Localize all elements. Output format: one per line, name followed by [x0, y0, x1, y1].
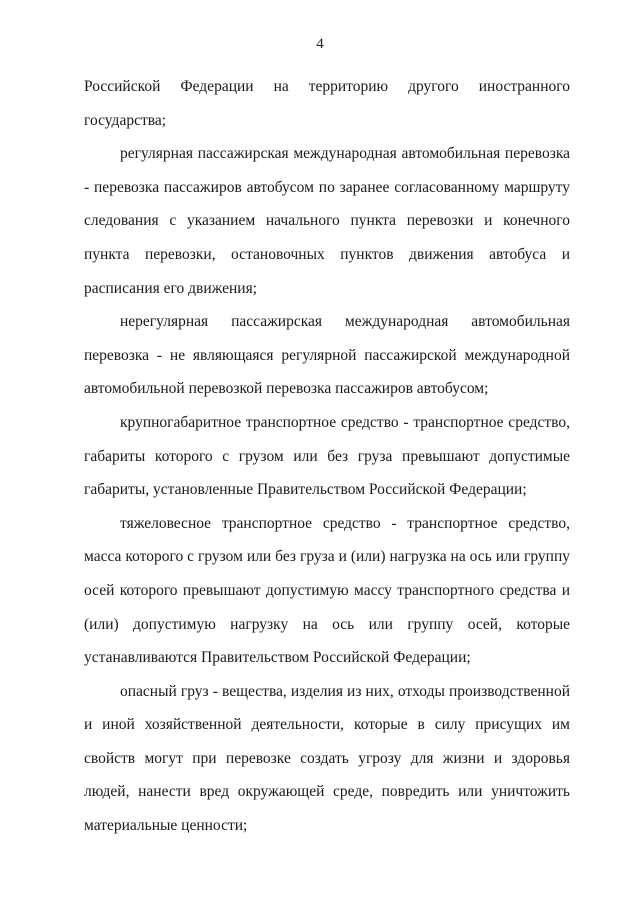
paragraph-continuation: Российской Федерации на территорию другого иностранного государства;: [84, 78, 570, 129]
paragraph-irregular-transport: нерегулярная пассажирская международная автомобильная перевозка - не являющаяся регулярной пассажирской международной автомобильной перевозкой перевозка пассажиров автобусом;: [84, 313, 570, 398]
document-body: [84, 70, 570, 843]
paragraph-heavy-vehicle: тяжеловесное транспортное средство - транспортное средство, масса которого с грузом или без груза и (или) нагрузка на ось или группу осей которого превышают допустимую массу транспортного средства и (или) допустимую нагрузку на ось или группу осей, которые устанавливаются Правительством Российской Федерации;: [84, 514, 570, 667]
page-number: 4: [316, 36, 324, 52]
paragraph-regular-transport: регулярная пассажирская международная автомобильная перевозка - перевозка пассажиров автобусом по заранее согласованному маршруту следования с указанием начального пункта перевозки и конечного пункта перевозки, остановочных пунктов движения автобуса и расписания его движения;: [84, 145, 570, 297]
paragraph-dangerous-cargo: опасный груз - вещества, изделия из них, отходы производственной и иной хозяйственной деятельности, которые в силу присущих им свойств могут при перевозке создать угрозу для жизни и здоровья людей, нанести вред окружающей среде, повредить или уничтожить материальные ценности;: [84, 682, 570, 835]
paragraph-oversized-vehicle: крупногабаритное транспортное средство - транспортное средство, габариты которого с грузом или без груза превышают допустимые габариты, установленные Правительством Российской Федерации;: [84, 413, 570, 499]
